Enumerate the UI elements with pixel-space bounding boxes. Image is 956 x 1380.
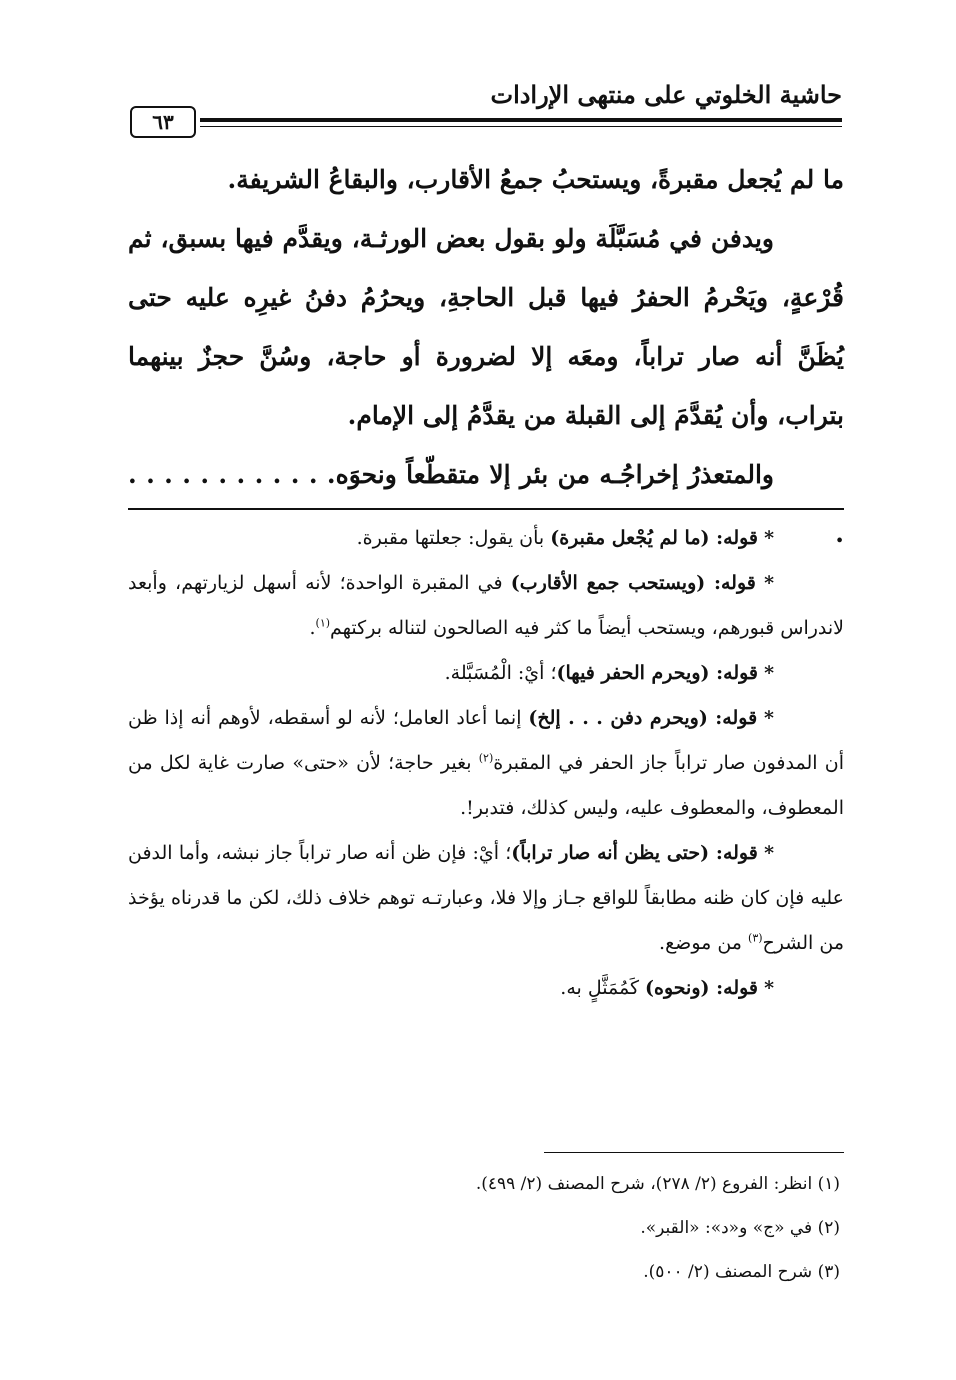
comment-6-text: كَمُمَثَّلٍ به. [560, 977, 646, 999]
comment-2-end: . [309, 617, 316, 639]
footnote-ref-2[interactable]: (٢) [478, 751, 494, 765]
main-text [128, 150, 844, 563]
comment-6-lemma: قوله: (ونحوه) [645, 977, 759, 999]
comment-5-text-b: من موضع. [659, 932, 749, 954]
star-icon: * [764, 977, 774, 999]
comment-3 [128, 651, 844, 696]
comment-4 [128, 696, 844, 831]
comment-6 [128, 966, 844, 1011]
text-commentary-divider [128, 508, 844, 510]
comment-2 [128, 561, 844, 651]
comment-4-text-a: إنما أعاد العامل؛ لأنه لو أسقطه، لأوهم أنه إذا ظن أن المدفون صار تراباً جاز الحفر في المقبرة [128, 707, 844, 774]
comment-1 [128, 516, 844, 561]
star-icon: * [764, 572, 774, 594]
comment-5-lemma: قوله: (حتى يظن أنه صار تراباً) [511, 842, 758, 864]
footnote-3: (٣) شرح المصنف (٢/ ٥٠٠). [643, 1262, 840, 1282]
footnote-ref-3[interactable]: (٣) [748, 931, 763, 945]
star-icon: * [764, 662, 774, 684]
page-header [130, 70, 842, 140]
footnote-2: (٢) في «ج» و«د»: «القبر». [640, 1218, 840, 1238]
star-icon: * [764, 527, 774, 549]
comment-5-text-a: ؛ أيْ: فإن ظن أنه صار تراباً جاز نبشه، وأما الدفن عليه فإن كان ظنه مطابقاً للواقع جـاز وإلا فلا، وعبارتـه توهم خلاف ذلك، لكن ما قدرناه يؤخذ من الشرح [128, 842, 844, 954]
header-rule-thick [200, 118, 842, 122]
comment-2-text: في المقبرة الواحدة؛ لأنه أسهل لزيارتهم، وأبعد لاندراس قبورهم، ويستحب أيضاً ما كثر فيه الصالحون لتناله بركتهم [128, 572, 844, 639]
comment-3-lemma: قوله: (ويحرم الحفر فيها) [556, 662, 759, 684]
comment-2-lemma: قوله: (ويستحب جمع الأقارب) [510, 572, 756, 594]
page-number: ٦٣ [130, 106, 196, 138]
comment-5 [128, 831, 844, 966]
main-paragraph-1: ما لم يُجعل مقبرةً، ويستحبُ جمعُ الأقارب، والبقاعُ الشريفة. [227, 165, 844, 194]
footnotes [128, 1162, 844, 1294]
star-icon: * [764, 842, 774, 864]
main-paragraph-3-text: والمتعذرُ إخراجُـه من بئر إلا متقطّعاً ونحوَه [335, 460, 774, 489]
comment-4-lemma: قوله: (ويحرم دفن . . . إلخ) [528, 707, 758, 729]
running-title: حاشية الخلوتي على منتهى الإرادات [490, 80, 842, 109]
comment-1-text: بأن يقول: جعلتها مقبرة. [356, 527, 551, 549]
comment-3-text: ؛ أيْ: الْمُسَبَّلة. [444, 662, 557, 684]
footnote-divider [544, 1152, 844, 1153]
star-icon: * [764, 707, 774, 729]
footnote-ref-1[interactable]: (١) [315, 616, 331, 630]
header-rule-thin [200, 126, 842, 127]
commentary [128, 516, 844, 1011]
footnote-1: (١) انظر: الفروع (٢/ ٢٧٨)، شرح المصنف (٢/ ٤٩٩). [475, 1174, 840, 1194]
main-paragraph-2: ويدفن في مُسَبَّلَة ولو بقول بعض الورثـة، ويقدَّم فيها بسبق، ثم قُرْعةٍ، ويَحْرمُ الحفرُ فيها قبل الحاجةِ، ويحرُمُ دفنُ غيرِه عليه حتى يُظَنَّ أنه صار تراباً، ومعَه إلا لضرورة أو حاجة، وسُنَّ حجزٌ بينهما بتراب، وأن يُقدَّمَ إلى القبلة من يقدَّمُ إلى الإمام. [128, 224, 844, 430]
comment-1-lemma: قوله: (ما لم يُجْعل مقبرة) [550, 527, 759, 549]
continuation-dots: . . . . . . . . . . . . . [128, 460, 844, 548]
comment-4-text-b: بغير حاجة؛ لأن «حتى» صارت غاية لكل من المعطوف، والمعطوف عليه، وليس كذلك، فتدبر!. [128, 752, 844, 819]
